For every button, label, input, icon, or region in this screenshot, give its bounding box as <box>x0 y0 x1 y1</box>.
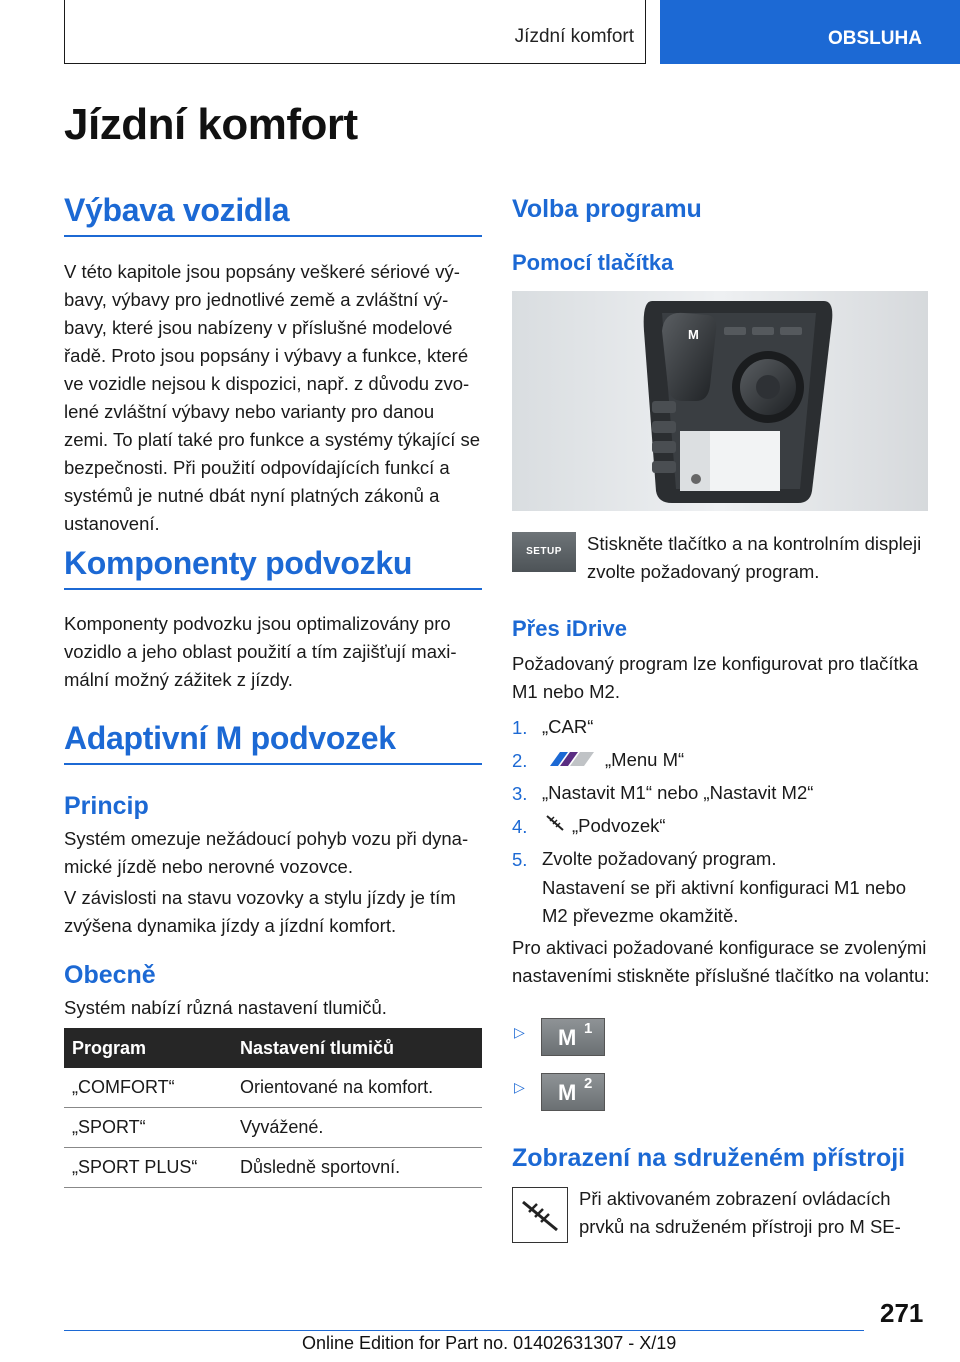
table-cell-setting: Vyvážené. <box>232 1108 482 1148</box>
heading-vybava-vozidla: Výbava vozidla <box>64 192 482 237</box>
step-number: 4. <box>512 816 528 837</box>
step-number: 1. <box>512 717 528 738</box>
m1-button-icon <box>541 1018 605 1056</box>
activate-instruction: Pro aktivaci požadované konfigurace se zvolenými nastaveními stiskněte příslušné tlačítko na volantu: <box>512 937 930 986</box>
heading-zobrazeni: Zobrazení na sdruženém přístroji <box>512 1144 906 1172</box>
table-row <box>64 1108 482 1148</box>
step-text: „Podvozek“ <box>572 815 666 836</box>
setup-instruction: Stiskněte tlačítko a na kontrolním displeji zvolte požadovaný program. <box>587 533 922 582</box>
center-console-photo <box>512 291 928 511</box>
footer-rule <box>64 1330 864 1331</box>
table-header-row <box>64 1028 482 1068</box>
console-illustration <box>512 291 928 511</box>
heading-princip: Princip <box>64 792 149 820</box>
step-text: Zvolte požadovaný program. <box>542 848 777 869</box>
step-text: „Nastavit M1“ nebo „Nastavit M2“ <box>542 782 814 803</box>
header-chapter-tab[interactable]: OBSLUHA <box>660 0 960 64</box>
table-cell-setting: Důsledně sportovní. <box>232 1148 482 1188</box>
page-title: Jízdní komfort <box>64 100 358 149</box>
m2-button-icon <box>541 1073 605 1111</box>
table-cell-program: „COMFORT“ <box>64 1068 232 1108</box>
heading-volba-programu: Volba programu <box>512 195 702 223</box>
table-cell-setting: Orientované na komfort. <box>232 1068 482 1108</box>
m2-button-sup: 2 <box>584 1075 593 1092</box>
shock-absorber-icon <box>544 813 566 833</box>
m1-button-label: M <box>558 1025 577 1050</box>
table-cell-program: „SPORT“ <box>64 1108 232 1148</box>
princip-text-2: V závislosti na stavu vozovky a stylu jízdy je tím zvýšena dynamika jízdy a jízdní komfort. <box>64 887 456 936</box>
heading-adaptivni-m-podvozek: Adaptivní M podvozek <box>64 720 482 765</box>
damper-settings-table <box>64 1028 482 1188</box>
heading-pomoci-tlacitka: Pomocí tlačítka <box>512 250 674 275</box>
step-text: „CAR“ <box>542 716 594 737</box>
komponenty-text: Komponenty podvozku jsou optimalizovány pro vozidlo a jeho oblast použití a tím zajišťují maximální možný zážitek z jízdy. <box>64 613 457 690</box>
table-header-program: Program <box>64 1028 232 1068</box>
setup-button-icon: SETUP <box>512 532 576 572</box>
step-number: 3. <box>512 783 528 804</box>
bullet-triangle-icon: ▷ <box>514 1024 525 1040</box>
zobrazeni-text: Při aktivovaném zobrazení ovládacích prvků na sdruženém přístroji pro M SE- <box>579 1188 901 1237</box>
header-section-title: Jízdní komfort <box>514 26 634 47</box>
step-number: 2. <box>512 750 528 771</box>
table-row <box>64 1068 482 1108</box>
m2-button-label: M <box>558 1080 577 1105</box>
footer-edition: Online Edition for Part no. 01402631307 - X/19 <box>302 1333 677 1353</box>
heading-pres-idrive: Přes iDrive <box>512 616 627 641</box>
page-number: 271 <box>880 1298 924 1328</box>
heading-komponenty-podvozku: Komponenty podvozku <box>64 545 482 590</box>
bullet-triangle-icon: ▷ <box>514 1079 525 1095</box>
table-row <box>64 1148 482 1188</box>
step-5-note: Nastavení se při aktivní konfiguraci M1 nebo M2 převezme okamžitě. <box>542 877 907 926</box>
obecne-text: Systém nabízí různá nastavení tlumičů. <box>64 997 387 1018</box>
heading-obecne: Obecně <box>64 961 156 989</box>
photo-m-logo: M <box>688 327 699 342</box>
vybava-text: V této kapitole jsou popsány veškeré sériové výbavy, výbavy pro jednotlivé země a zvláštní výbavy, které jsou nabízeny v příslušné modelové řadě. Proto jsou popsány i výbavy a funkce, které ve vozidle nejsou k dispozici, např. z důvodu zvolené zvláštní výbavy nebo varianty pro danou zemi. To platí také pro funkce a systémy týkající se bezpečnosti. Při použití odpovídajících funkcí a systémů je nutné dbát nyní platných zákonů a ustanovení. <box>64 261 481 534</box>
table-cell-program: „SPORT PLUS“ <box>64 1148 232 1188</box>
m-menu-icon <box>546 750 598 768</box>
princip-text-1: Systém omezuje nežádoucí pohyb vozu při dynamické jízdě nebo nerovné vozovce. <box>64 828 469 877</box>
idrive-intro: Požadovaný program lze konfigurovat pro tlačítka M1 nebo M2. <box>512 653 919 702</box>
damper-display-icon <box>512 1187 568 1243</box>
m1-button-sup: 1 <box>584 1020 593 1037</box>
table-header-nastaveni: Nastavení tlumičů <box>232 1028 482 1068</box>
step-number: 5. <box>512 849 528 870</box>
step-text: „Menu M“ <box>605 749 685 770</box>
